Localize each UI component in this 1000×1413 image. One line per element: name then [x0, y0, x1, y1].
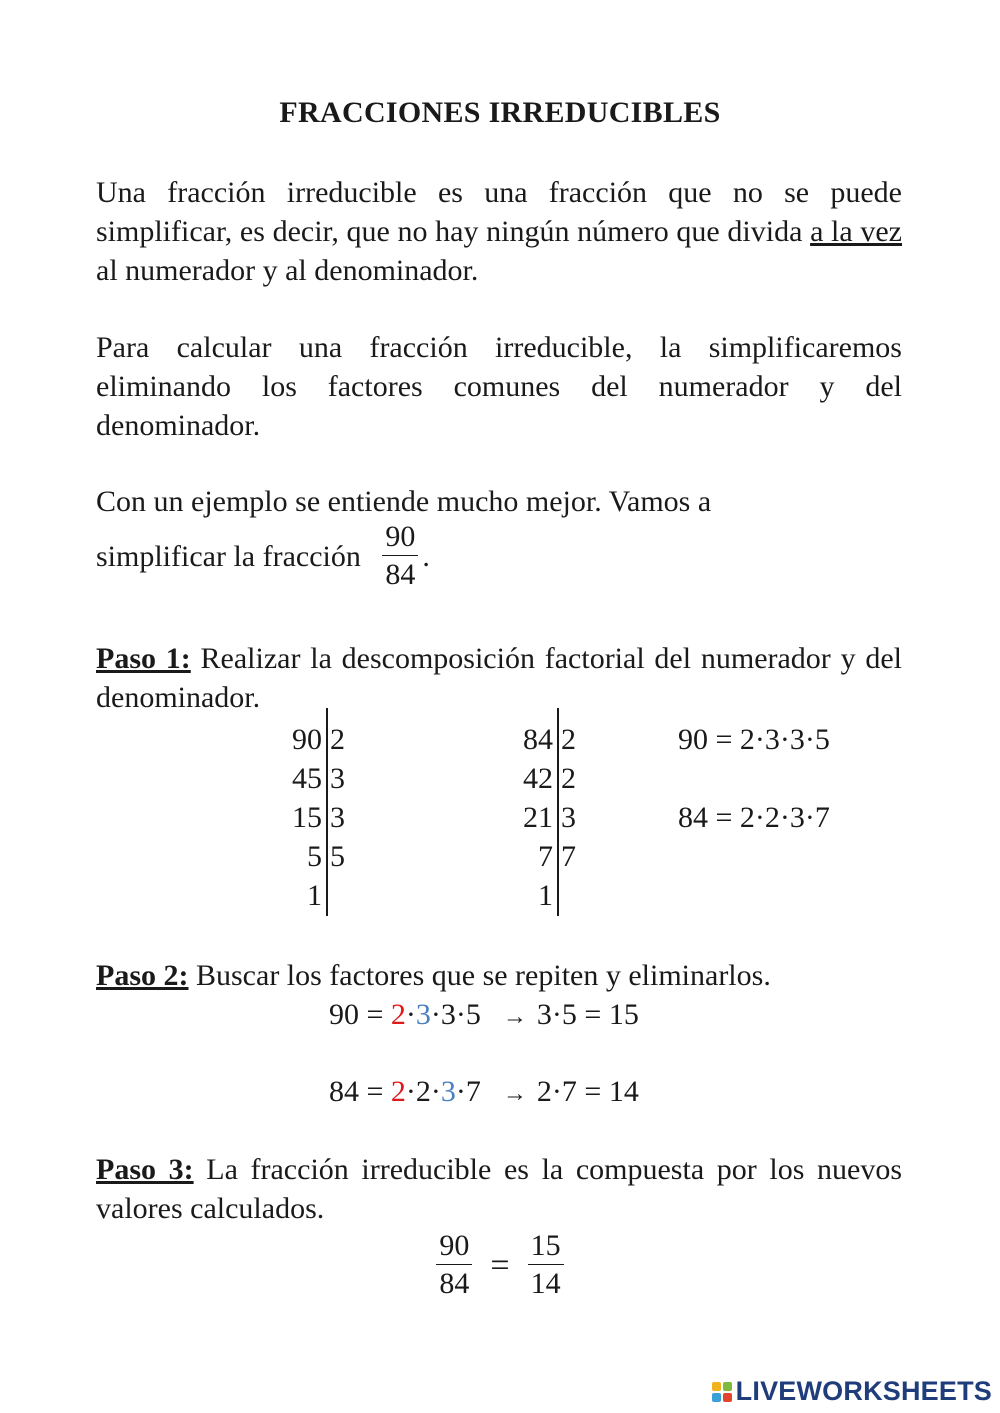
- step2-paragraph: [96, 956, 902, 995]
- page-title: FRACCIONES IRREDUCIBLES: [279, 96, 721, 129]
- step3-label: Paso 3:: [96, 1153, 194, 1186]
- definition-underlined-text: a la vez: [810, 215, 902, 248]
- method-paragraph: Para calcular una fracción irreducible, la simplificaremos eliminando los factores comunes del numerador y del denominador.: [96, 331, 902, 442]
- factor-table-divider: [557, 708, 559, 916]
- irreducible-fraction-denominator: 14: [530, 1267, 561, 1300]
- factorization-90: 90 = 2·3·3·5: [678, 723, 830, 756]
- factor-table-84: [507, 720, 576, 915]
- table-row: 45 3: [292, 762, 345, 795]
- common-factor-2: 2: [390, 1075, 406, 1108]
- step1-paragraph: [96, 639, 902, 717]
- factorization-84: 84 = 2·2·3·7: [678, 801, 830, 834]
- original-fraction: [436, 1228, 472, 1303]
- example-fraction: [382, 519, 418, 594]
- common-factor-2: 2: [390, 998, 406, 1031]
- example-fraction-numerator: 90: [382, 519, 418, 556]
- original-fraction-numerator: 90: [436, 1228, 472, 1265]
- definition-text-start: Una fracción irreducible es una fracción que no se puede simplificar, es decir, que no hay ningún número que divida: [96, 176, 902, 248]
- arrow-right-icon: →: [502, 1004, 527, 1030]
- simplified-numerator: 3·5 = 15: [536, 998, 639, 1031]
- table-row: 1: [307, 879, 322, 912]
- example-fraction-label: simplificar la fracción: [96, 540, 361, 573]
- example-fraction-denominator: 84: [385, 558, 416, 591]
- simplified-denominator: 2·7 = 14: [536, 1075, 639, 1108]
- table-row: 90 2: [292, 723, 345, 756]
- example-fraction-period: .: [422, 540, 430, 573]
- definition-paragraph: [96, 173, 902, 290]
- equals-sign: =: [490, 1246, 510, 1284]
- table-row: 7 7: [538, 840, 576, 873]
- table-row: 84 2: [523, 723, 576, 756]
- factor-table-90: [276, 720, 345, 915]
- table-row: 15 3: [292, 801, 345, 834]
- final-equation: [0, 1228, 1000, 1303]
- definition-text-end: al numerador y al denominador.: [96, 254, 479, 287]
- table-row: 42 2: [523, 762, 576, 795]
- step3-paragraph: [96, 1150, 902, 1228]
- original-fraction-denominator: 84: [439, 1267, 470, 1300]
- table-row: 5 5: [307, 840, 345, 873]
- step1-text: Realizar la descomposición factorial del numerador y del denominador.: [96, 642, 902, 714]
- table-row: 21 3: [523, 801, 576, 834]
- example-intro-line: Con un ejemplo se entiende mucho mejor. Vamos a: [96, 485, 712, 518]
- step2-label: Paso 2:: [96, 959, 189, 992]
- common-factor-3: 3: [440, 1075, 456, 1108]
- factor-table-divider: [326, 708, 328, 916]
- liveworksheets-logo-text: LIVEWORKSHEETS: [735, 1376, 992, 1406]
- irreducible-fraction-numerator: 15: [528, 1228, 564, 1265]
- table-row: 1: [538, 879, 553, 912]
- simplification-line-90: 90 = 2·3·3·5 → 3·5 = 15: [329, 998, 639, 1031]
- example-fraction-line: [96, 519, 430, 594]
- step2-text: Buscar los factores que se repiten y eliminarlos.: [188, 959, 771, 992]
- liveworksheets-logo: [712, 1376, 992, 1407]
- common-factor-3: 3: [415, 998, 431, 1031]
- step3-text: La fracción irreducible es la compuesta por los nuevos valores calculados.: [96, 1153, 902, 1225]
- liveworksheets-logo-icon: [712, 1382, 732, 1402]
- irreducible-fraction: [528, 1228, 564, 1303]
- arrow-right-icon: →: [502, 1081, 527, 1107]
- step1-label: Paso 1:: [96, 642, 191, 675]
- simplification-line-84: 84 = 2·2·3·7 → 2·7 = 14: [329, 1075, 639, 1108]
